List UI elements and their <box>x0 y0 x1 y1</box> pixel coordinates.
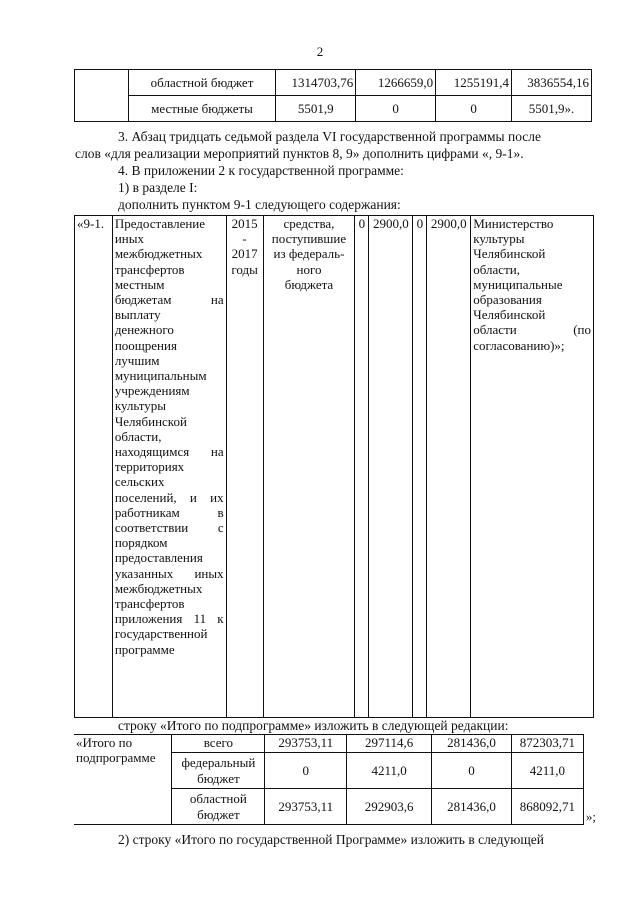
value-cell: 868092,71 <box>511 789 583 825</box>
value-cell: 0 <box>355 216 369 718</box>
value-cell: 5501,9». <box>512 96 592 122</box>
value-cell: 0 <box>413 216 427 718</box>
item-period: 2015 - 2017 годы <box>226 216 263 718</box>
paragraph-4: 4. В приложении 2 к государственной программе: <box>118 163 404 178</box>
paragraph-3-line-2: слов «для реализации мероприятий пунктов 8, 9» дополнить цифрами «, 9-1». <box>75 146 524 161</box>
empty-cell <box>75 70 129 122</box>
value-cell: 0 <box>356 96 436 122</box>
row-label: областной бюджет <box>128 70 276 96</box>
value-cell: 2900,0 <box>369 216 413 718</box>
value-cell: 1255191,4 <box>436 70 512 96</box>
table-row <box>74 735 598 753</box>
value-cell: 293753,11 <box>265 789 347 825</box>
value-cell: 1314703,76 <box>276 70 356 96</box>
itogo-subprogram-table <box>74 734 598 825</box>
value-cell: 4211,0 <box>347 753 432 789</box>
paragraph-itogo-intro: строку «Итого по подпрограмме» изложить в следующей редакции: <box>118 718 509 733</box>
page-number: 2 <box>316 44 324 59</box>
value-cell: 281436,0 <box>432 789 512 825</box>
value-cell: 0 <box>265 753 347 789</box>
value-cell: 872303,71 <box>511 735 583 753</box>
table-row <box>75 70 592 96</box>
item-executor: Министерство культуры Челябинской области, муниципальные образования Челябинской области (по согласованию)»; <box>471 216 594 718</box>
value-cell: 297114,6 <box>347 735 432 753</box>
closing-quote: »; <box>585 809 596 825</box>
value-cell: 292903,6 <box>347 789 432 825</box>
value-cell: 281436,0 <box>432 735 512 753</box>
value-cell: 0 <box>432 753 512 789</box>
item-funding-source: средства, поступившие из федераль- ного бюджета <box>263 216 355 718</box>
paragraph-final: 2) строку «Итого по государственной Программе» изложить в следующей <box>118 832 544 847</box>
table-row <box>75 216 594 718</box>
row-label: областной бюджет <box>172 789 265 825</box>
paragraph-add-item: дополнить пунктом 9-1 следующего содержания: <box>118 197 401 212</box>
value-cell: 1266659,0 <box>356 70 436 96</box>
value-cell: 2900,0 <box>427 216 471 718</box>
row-label: федеральный бюджет <box>172 753 265 789</box>
budget-table-continued <box>74 69 592 122</box>
value-cell: 0 <box>436 96 512 122</box>
item-number: «9-1. <box>75 216 113 718</box>
item-9-1-table <box>74 215 594 718</box>
value-cell: 4211,0 <box>511 753 583 789</box>
paragraph-3-line-1: 3. Абзац тридцать седьмой раздела VI государственной программы после <box>118 129 542 144</box>
row-label: всего <box>172 735 265 753</box>
item-name: Предоставление иных межбюджетных трансфертов местным бюджетам на выплату денежного поощрения лучшим муниципальным учреждениям культуры Челябинской области, находящимся на территориях сельских поселений, и их работникам в соответствии с порядком предоставления указанных иных межбюджетных трансфертов приложения 11 к государственной программе <box>112 216 226 718</box>
row-label: местные бюджеты <box>128 96 276 122</box>
value-cell: 293753,11 <box>265 735 347 753</box>
table-row <box>75 96 592 122</box>
itogo-label: «Итого по подпрограмме <box>74 735 172 825</box>
value-cell: 5501,9 <box>276 96 356 122</box>
value-cell: 3836554,16 <box>512 70 592 96</box>
paragraph-4-1: 1) в разделе I: <box>118 180 198 195</box>
